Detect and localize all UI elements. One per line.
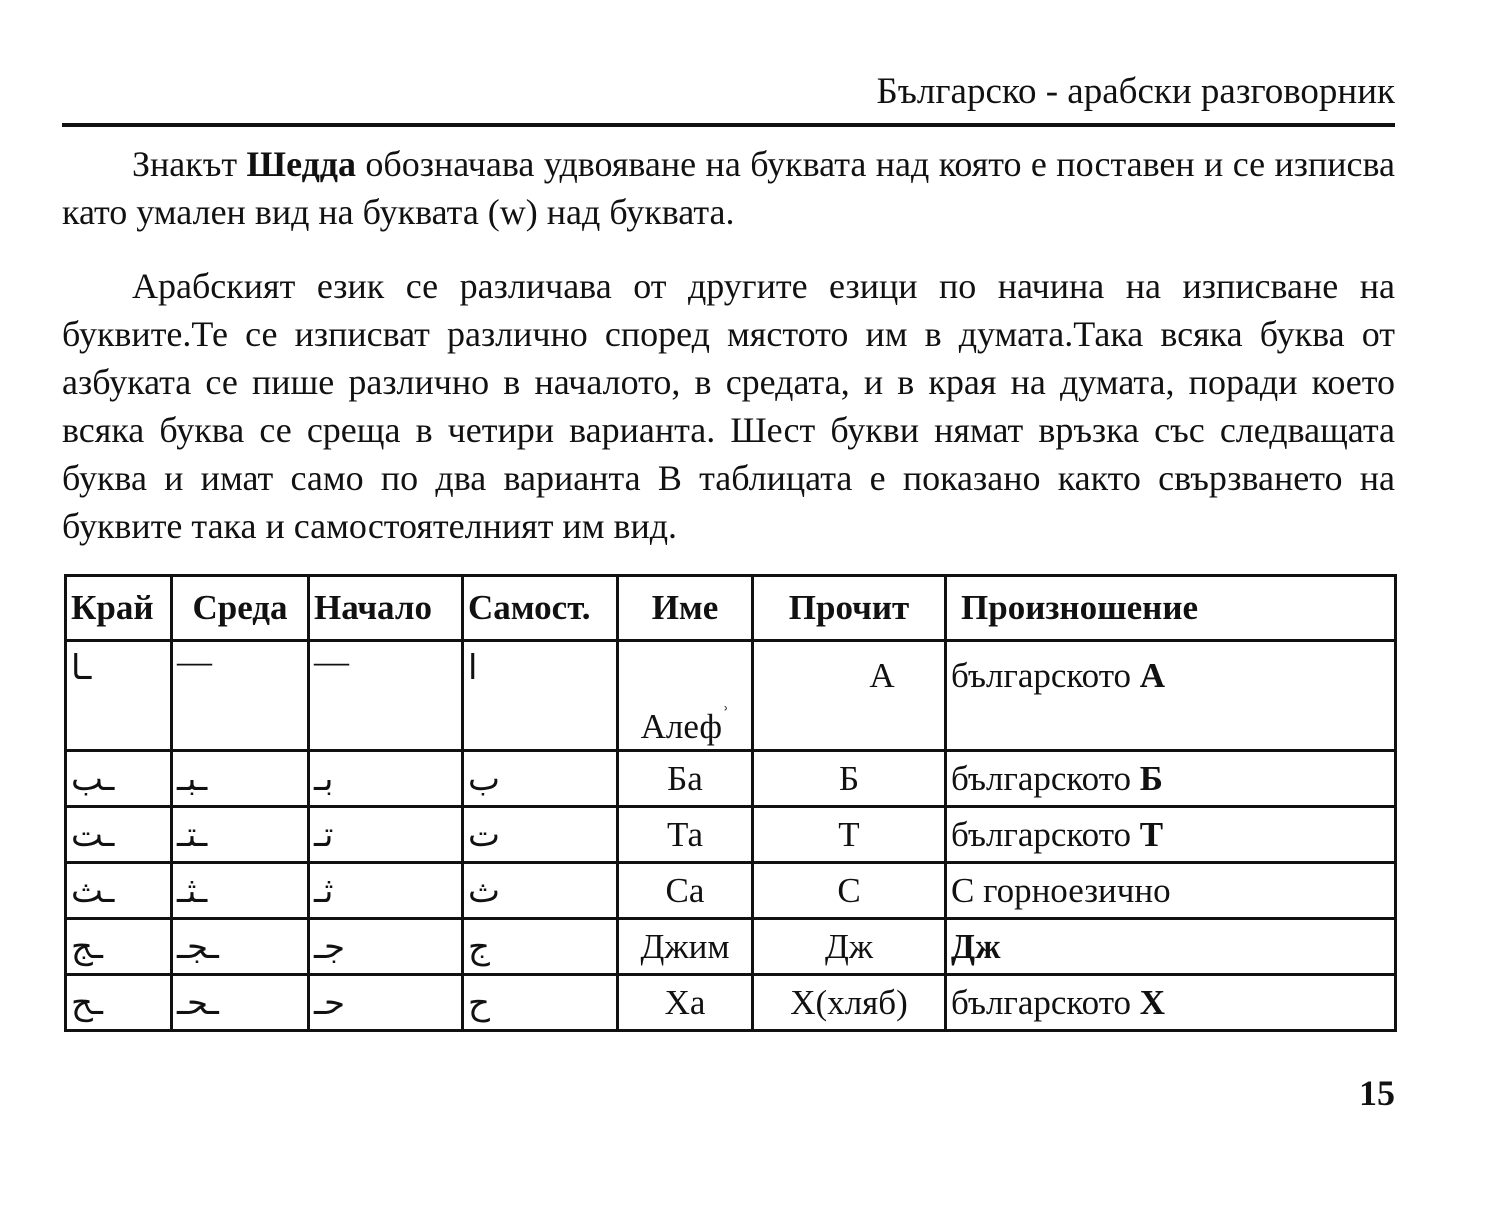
letter-middle-form: ـبـ [172, 751, 309, 807]
letter-reading: Дж [753, 919, 946, 975]
letter-reading: Б [753, 751, 946, 807]
letter-end-form: ـب [66, 751, 172, 807]
table-row [66, 975, 1396, 1031]
letter-pronunciation [946, 863, 1396, 919]
letter-end-form: ـح [66, 975, 172, 1031]
column-header-start: Начало [309, 576, 463, 641]
hamza-mark: ʾ [722, 702, 730, 727]
letter-end-form: ـث [66, 863, 172, 919]
letter-isolated-form: ب [463, 751, 618, 807]
table-row [66, 919, 1396, 975]
shedda-term: Шедда [246, 144, 356, 184]
paragraph-letter-forms: Арабският език се различава от другите езици по начина на изписване на буквите.Те се изписват различно според мястото им в думата.Така всяка буква от азбуката се пише различно в началото, в средата, и в края на думата, поради което всяка буква се среща в четири варианта. Шест букви нямат връзка със следващата буква и имат само по два варианта В таблицата е показано както свързването на буквите така и самостоятелният им вид. [62, 266, 1395, 546]
letter-pronunciation [946, 807, 1396, 863]
letter-name-text: Алеф [640, 707, 723, 746]
letter-isolated-form: ث [463, 863, 618, 919]
alphabet-table [64, 574, 1397, 1032]
table-row [66, 641, 1396, 751]
table-row [66, 751, 1396, 807]
letter-name [618, 641, 753, 751]
letter-middle-form: ـحـ [172, 975, 309, 1031]
column-header-middle: Среда [172, 576, 309, 641]
letter-end-form: ـت [66, 807, 172, 863]
letter-isolated-form: ت [463, 807, 618, 863]
letter-end-form: ـا [66, 641, 172, 751]
page-number: 15 [1359, 1073, 1395, 1113]
letter-reading: С [753, 863, 946, 919]
letter-pronunciation [946, 751, 1396, 807]
header-rule [62, 123, 1395, 127]
letter-middle-form: — [172, 641, 309, 751]
letter-start-form: جـ [309, 919, 463, 975]
letter-start-form: تـ [309, 807, 463, 863]
letter-reading: Т [753, 807, 946, 863]
letter-isolated-form: ح [463, 975, 618, 1031]
letter-name: Са [618, 863, 753, 919]
letter-isolated-form: ا [463, 641, 618, 751]
paragraph-shedda [62, 140, 1395, 236]
column-header-reading: Прочит [753, 576, 946, 641]
letter-pronunciation [946, 919, 1396, 975]
pronunciation-text: българското [951, 814, 1140, 854]
pronunciation-letter: Дж [951, 926, 1001, 966]
paragraph-shedda-rest: обозначава удвояване на буквата над която е поставен и се изписва като умален вид на буквата (w) над буквата. [62, 144, 1396, 232]
letter-pronunciation [946, 975, 1396, 1031]
table-row [66, 807, 1396, 863]
pronunciation-letter: А [1139, 656, 1166, 695]
pronunciation-text: българското [951, 758, 1140, 798]
column-header-pronunciation: Произношение [946, 576, 1396, 641]
letter-start-form: بـ [309, 751, 463, 807]
letter-name: Та [618, 807, 753, 863]
column-header-end: Край [66, 576, 172, 641]
letter-pronunciation [946, 641, 1396, 751]
letter-name: Джим [618, 919, 753, 975]
letter-end-form: ـج [66, 919, 172, 975]
pronunciation-letter: Б [1139, 758, 1163, 798]
paragraph-shedda-intro: Знакът [132, 144, 247, 184]
letter-start-form: — [309, 641, 463, 751]
pronunciation-text: С горноезично [951, 870, 1171, 910]
letter-middle-form: ـتـ [172, 807, 309, 863]
running-title: Българско - арабски разговорник [876, 71, 1395, 112]
column-header-name: Име [618, 576, 753, 641]
letter-reading: А [753, 641, 946, 751]
table-header-row [66, 576, 1396, 641]
letter-start-form: ثـ [309, 863, 463, 919]
pronunciation-letter: Т [1139, 814, 1164, 854]
pronunciation-letter: Х [1139, 982, 1166, 1022]
letter-name: Ба [618, 751, 753, 807]
column-header-isolated: Самост. [463, 576, 618, 641]
letter-middle-form: ـجـ [172, 919, 309, 975]
pronunciation-text: българското [951, 656, 1140, 695]
letter-name: Ха [618, 975, 753, 1031]
table-row [66, 863, 1396, 919]
pronunciation-text: българското [951, 982, 1140, 1022]
letter-middle-form: ـثـ [172, 863, 309, 919]
letter-reading: Х(хляб) [753, 975, 946, 1031]
letter-isolated-form: ج [463, 919, 618, 975]
letter-start-form: حـ [309, 975, 463, 1031]
